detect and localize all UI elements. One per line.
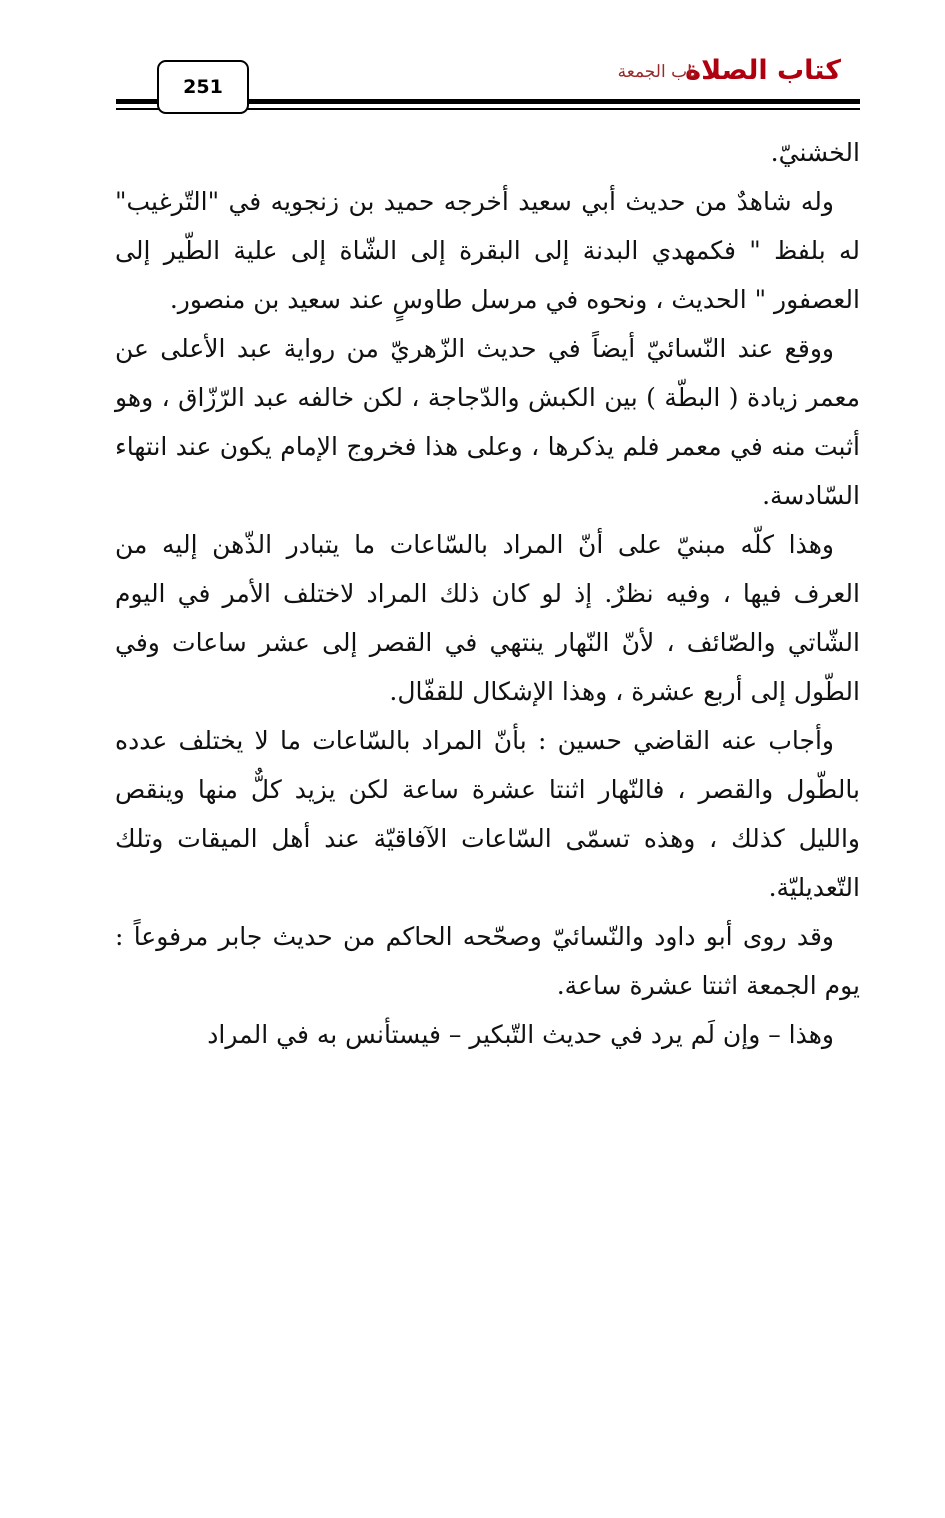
- paragraph-7: وهذا – وإن لَم يرد في حديث التّبكير – فيستأنس به في المراد: [207, 1020, 834, 1049]
- paragraph-2: وله شاهدٌ من حديث أبي سعيد أخرجه حميد بن زنجويه في "التّرغيب" له بلفظ " فكمهدي البدنة إلى البقرة إلى الشّاة إلى علية الطّير إلى العصفور " الحديث ، ونحوه في مرسل طاوسٍ عند سعيد بن منصور.: [115, 187, 860, 314]
- paragraph-6: وقد روى أبو داود والنّسائيّ وصحّحه الحاكم من حديث جابر مرفوعاً : يوم الجمعة اثنتا عشرة ساعة.: [115, 922, 860, 1000]
- page-header: [0, 0, 945, 120]
- paragraph-1: الخشنيّ.: [770, 138, 860, 167]
- paragraph-5: وأجاب عنه القاضي حسين : بأنّ المراد بالسّاعات ما لا يختلف عدده بالطّول والقصر ، فالنّهار اثنتا عشرة ساعة لكن يزيد كلٌّ منها وينقص والليل كذلك ، وهذه تسمّى السّاعات الآفاقيّة عند أهل الميقات وتلك التّعديليّة.: [115, 726, 860, 902]
- paragraph-3: ووقع عند النّسائيّ أيضاً في حديث الزّهريّ من رواية عبد الأعلى عن معمر زيادة ( البطّة ) بين الكبش والدّجاجة ، لكن خالفه عبد الرّزّاق ، وهو أثبت منه في معمر فلم يذكرها ، وعلى هذا فخروج الإمام يكون عند انتهاء السّادسة.: [115, 334, 860, 510]
- body-text: [115, 128, 860, 1059]
- paragraph-4: وهذا كلّه مبنيّ على أنّ المراد بالسّاعات ما يتبادر الذّهن إليه من العرف فيها ، وفيه نظرٌ. إذ لو كان ذلك المراد لاختلف الأمر في اليوم الشّاتي والصّائف ، لأنّ النّهار ينتهي في القصر إلى عشر ساعات وفي الطّول إلى أربع عشرة ، وهذا الإشكال للقفّال.: [115, 530, 860, 706]
- page-number: 251: [157, 60, 249, 114]
- book-title: كتاب الصلاة: [685, 55, 841, 86]
- chapter-title: باب الجمعة: [617, 62, 697, 82]
